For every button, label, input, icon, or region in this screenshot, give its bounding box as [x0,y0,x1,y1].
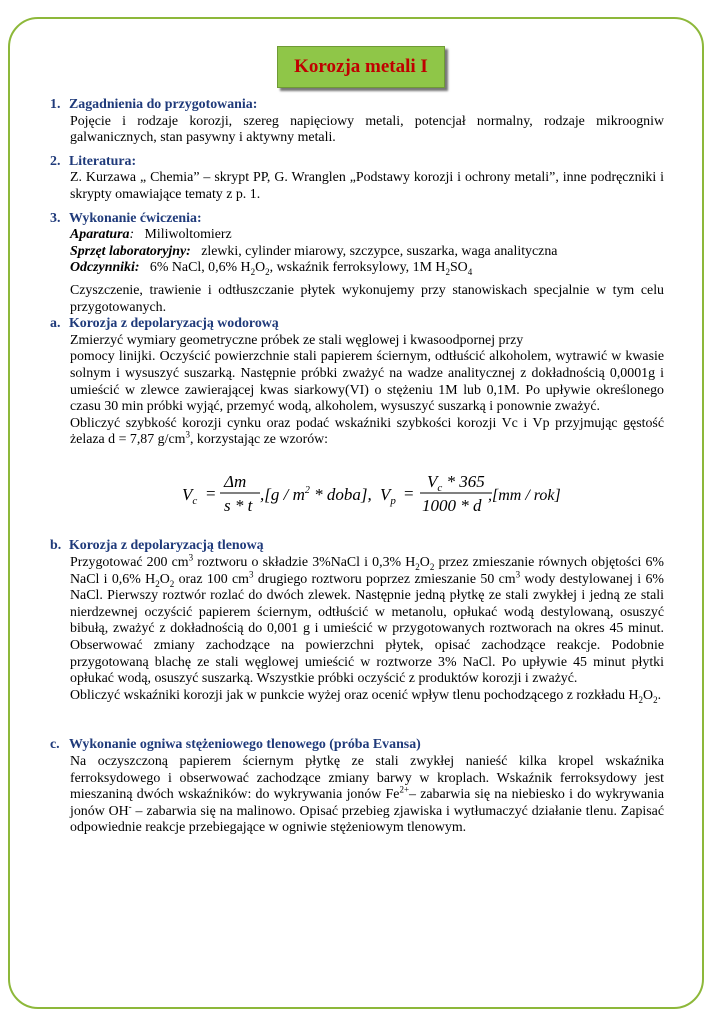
vc365-numerator: $V_c * 365$ [427,471,485,494]
section-b-paragraph-2: Obliczyć wskaźniki korozji jak w punkcie wyżej oraz ocenić wpływ tlenu pochodzącego z rozkładu $H_2O_2$. [70,687,662,705]
1000d-denominator: 1000 * d [422,495,482,515]
section-number: 1. [50,97,61,112]
section-title: Korozja z depolaryzacją wodorową [69,316,279,332]
section-1-text: Pojęcie i rodzaje korozji, szereg napięciowy metali, potencjał normalny, rodzaje mikroogniw galwanicznych, stan pasywny i aktywny metali. [70,113,664,146]
section-title: Korozja z depolaryzacją tlenową [69,538,264,554]
section-c-text: Na oczyszczoną papierem ściernym płytkę ze stali zwykłej nanieść kilka kropel wskaźnika ferroksydowego i obserwować zachodzące zmiany barwy w kroplach. Wskaźnik ferroksydowy jest mieszaniną dwóch wskaźników: do wykrywania jonów $Fe^{2+}-$ zabarwia się na niebiesko i do wykrywania jonów OH- – zabarwia się na malinowo. Opisać przebieg zjawiska i wytłumaczyć działanie tlenu. Zapisać odpowiednie reakcje przebiegające w ogniwie stężeniowym tlenowym. [70,754,664,836]
page-title: Korozja metali I [294,56,428,77]
section-a-line-1: Zmierzyć wymiary geometryczne próbek ze stali węglowej i kwasoodpornej przy [70,332,524,348]
vp-symbol: $V_p$ [380,484,396,507]
preparation-note: Czyszczenie, trawienie i odtłuszczanie płytek wykonujemy przy stanowiskach specjalnie w tym celu przygotowanych. [70,282,664,315]
section-b-heading [50,538,664,555]
document-content [50,97,664,837]
section-number: c. [50,737,60,753]
section-b-text [50,552,664,705]
section-number: 3. [50,210,61,226]
corrosion-rate-formula [180,469,561,517]
unit-2: ,[mm / rok] [488,486,561,504]
section-2-heading [50,154,664,171]
section-number: b. [50,538,62,554]
section-title: Wykonanie ogniwa stężeniowego tlenowego (próba Evansa) [69,737,421,753]
vc-symbol: $V_c$ [182,484,198,507]
section-number: a. [50,316,61,332]
section-a-text [50,333,664,449]
unit-1: $,[g / m^2$ * doba], [260,484,372,504]
dm-numerator: Δm [224,471,247,491]
section-title: Wykonanie ćwiczenia: [69,210,202,226]
section-a-heading [50,316,664,333]
section-number: 2. [50,153,61,169]
section-2-text: Z. Kurzawa „ Chemia” – skrypt PP, G. Wranglen „Podstawy korozji i ochrony metali”, inne podręczniki i skrypty omawiające tematy z p. 1. [70,170,664,202]
section-title: Zagadnienia do przygotowania: [69,97,258,112]
section-title: Literatura: [69,153,137,169]
section-3-heading [50,211,664,228]
odczynniki-line: Odczynniki: 6% NaCl, 0,6% $H_2O_2$, wskaźnik ferroksylowy, 1M $H_2SO_4$ [70,260,473,278]
section-3-equipment [50,227,664,316]
section-a-paragraph-2: Obliczyć szybkość korozji cynku oraz podać wskaźniki szybkości korozji Vc i Vp przyjmując gęstość żelaza d = 7,87 $g/cm^3$, korzystając ze wzorów: [70,415,664,448]
section-a-paragraph-1: pomocy linijki. Oczyścić powierzchnie stali papierem ściernym, odtłuścić alkoholem, wytrawić w kwasie solnym i wysuszyć suszarką. Następnie próbki zważyć na wadze analitycznej z dokładnością 0,0001g i umieścić w zlewce zawierającej kwas siarkowy(VI) o stężeniu 1M lub 0,1M. Po upływie określonego czasu 30 min próbki wyjąć, przemyć wodą, alkoholem, wysuszyć suszarką i ponownie zważyć. [70,349,664,415]
section-c-heading [50,737,664,754]
sprzet-line: Sprzęt laboratoryjny: zlewki, cylinder miarowy, szczypce, suszarka, waga analityczna [70,243,558,259]
equals-sign: = [206,483,216,503]
st-denominator: s * t [224,495,253,515]
section-b-paragraph-1: Przygotować 200 $cm^3$ roztworu o składzie 3%NaCl i 0,3% $H_2O_2$ przez zmieszanie równych objętości 6% NaCl i 0,6% $H_2O_2$ oraz 100 $cm^3$ drugiego roztworu poprzez zmieszanie 50 $cm^3$ wody destylowanej i 6% NaCl. Pierwszy roztwór rozlać do dwóch zlewek. Następnie jedną płytkę ze stali zwykłej i jedną ze stali nierdzewnej oczyścić papierem ściernym, odtłuścić w metanolu, opłukać wodą destylowaną, osuszyć bibułą, zważyć z dokładnością do 0,001 g i umieścić w przygotowanych roztworach na okres 45 minut. Obserwować zmiany zachodzące na powierzchni płytek, opisać zachodzące reakcje. Podobnie przygotowaną blachę ze stali węglowej umieścić w roztworze 3% NaCl. Po upływie 45 minut płytki opłukać wodą, osuszyć suszarką. Wszystkie próbki oczyścić z produktów korozji i zważyć. [70,552,664,687]
title-box [277,46,445,88]
aparatura-line: Aparatura: Miliwoltomierz [70,227,232,243]
equals-sign: = [404,483,414,503]
section-1-heading [50,97,664,114]
